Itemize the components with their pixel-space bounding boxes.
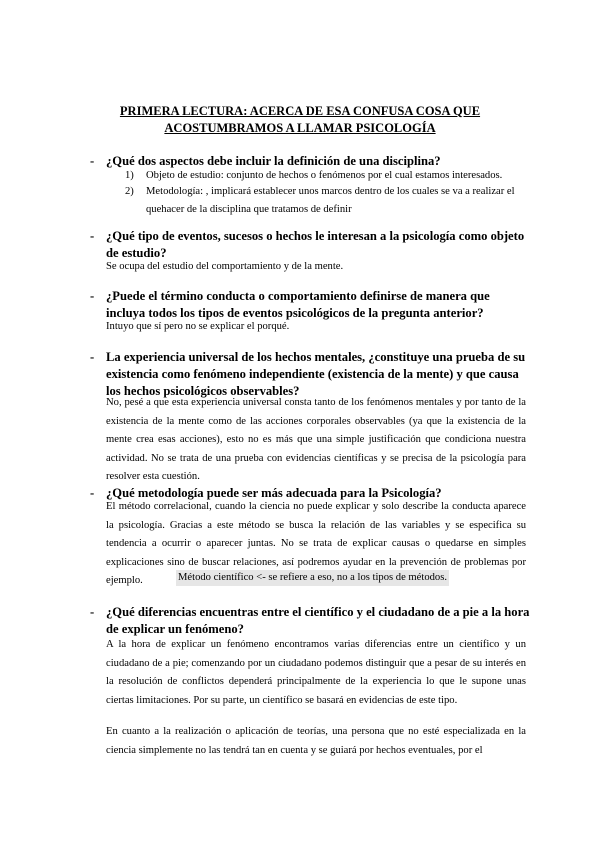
list-item-text: Objeto de estudio: conjunto de hechos o fenómenos por el cual estamos interesados.	[146, 170, 503, 181]
answer-4: No, pesé a que esta experiencia universal consta tanto de los fenómenos mentales y por tanto de la existencia de la mente como de las acciones corporales observables (ya que la existencia de la mente crea esas acciones), esto no es más que una simple justificación que condiciona nuestra actividad. No se trata de una prueba con evidencias científicas y se precisa de la psicología para resolver esta cuestión.	[106, 397, 526, 483]
bullet-dash: -	[90, 605, 95, 619]
answer-6-continued: En cuanto a la realización o aplicación de teorías, una persona que no esté especializada en la ciencia simplemente no las tendrá tan en cuenta y se guiará por hechos eventuales, por el	[106, 726, 526, 756]
bullet-dash: -	[90, 289, 95, 303]
question-text: ¿Puede el término conducta o comportamiento definirse de manera que incluya todos los tipos de eventos psicológicos de la pregunta anterior?	[106, 289, 490, 320]
list-number: 2)	[125, 186, 134, 197]
question-2	[90, 228, 530, 262]
bullet-dash: -	[90, 350, 95, 364]
answer-5: El método correlacional, cuando la ciencia no puede explicar y solo describe la conducta aparece la psicología. Gracias a este método se busca la relación de las variables y se especifica su tendencia a ocurrir o aparecer juntas. No se trata de explicar causas o quedarse en simples explicaciones sino de buscar relaciones, así podremos ayudar en la prevención de problemas por ejemplo.	[106, 501, 526, 587]
list-number: 1)	[125, 170, 134, 181]
question-4	[90, 349, 530, 400]
question-text: ¿Qué tipo de eventos, sucesos o hechos le interesan a la psicología como objeto de estudio?	[106, 229, 525, 260]
answer-3: Intuyo que sí pero no se explicar el porqué.	[106, 321, 290, 332]
bullet-dash: -	[90, 486, 95, 500]
list-item-text: Metodología: , implicará establecer unos marcos dentro de los cuales se va a realizar el quehacer de la disciplina que tratamos de definir	[146, 186, 515, 215]
bullet-dash: -	[90, 229, 95, 243]
question-text: ¿Qué diferencias encuentras entre el científico y el ciudadano de a pie a la hora de explicar un fenómeno?	[106, 605, 530, 636]
question-3	[90, 288, 530, 322]
bullet-dash: -	[90, 154, 95, 168]
answer-6: A la hora de explicar un fenómeno encontramos varias diferencias entre un científico y un ciudadano de a pie; comenzando por un ciudadano podemos distinguir que a pesar de su interés en la resolución de conflictos dependerá principalmente de la experiencia lo que le supone unas ciertas limitaciones. Por su parte, un científico se basará en evidencias de este tipo.	[106, 639, 526, 706]
question-6	[90, 604, 530, 638]
list-item	[125, 183, 525, 219]
question-text: ¿Qué metodología puede ser más adecuada para la Psicología?	[106, 486, 442, 500]
document-title-line-1: PRIMERA LECTURA: ACERCA DE ESA CONFUSA COSA QUE	[119, 104, 481, 118]
question-text: La experiencia universal de los hechos mentales, ¿constituye una prueba de su existencia como fenómeno independiente (existencia de la mente) y que causa los hechos psicológicos observables?	[106, 350, 526, 398]
highlighted-note: Método científico <- se refiere a eso, no a los tipos de métodos.	[176, 570, 449, 586]
question-text: ¿Qué dos aspectos debe incluir la definición de una disciplina?	[106, 154, 441, 168]
document-title-line-2: ACOSTUMBRAMOS A LLAMAR PSICOLOGÍA	[164, 121, 436, 135]
answer-2: Se ocupa del estudio del comportamiento y de la mente.	[106, 261, 344, 272]
